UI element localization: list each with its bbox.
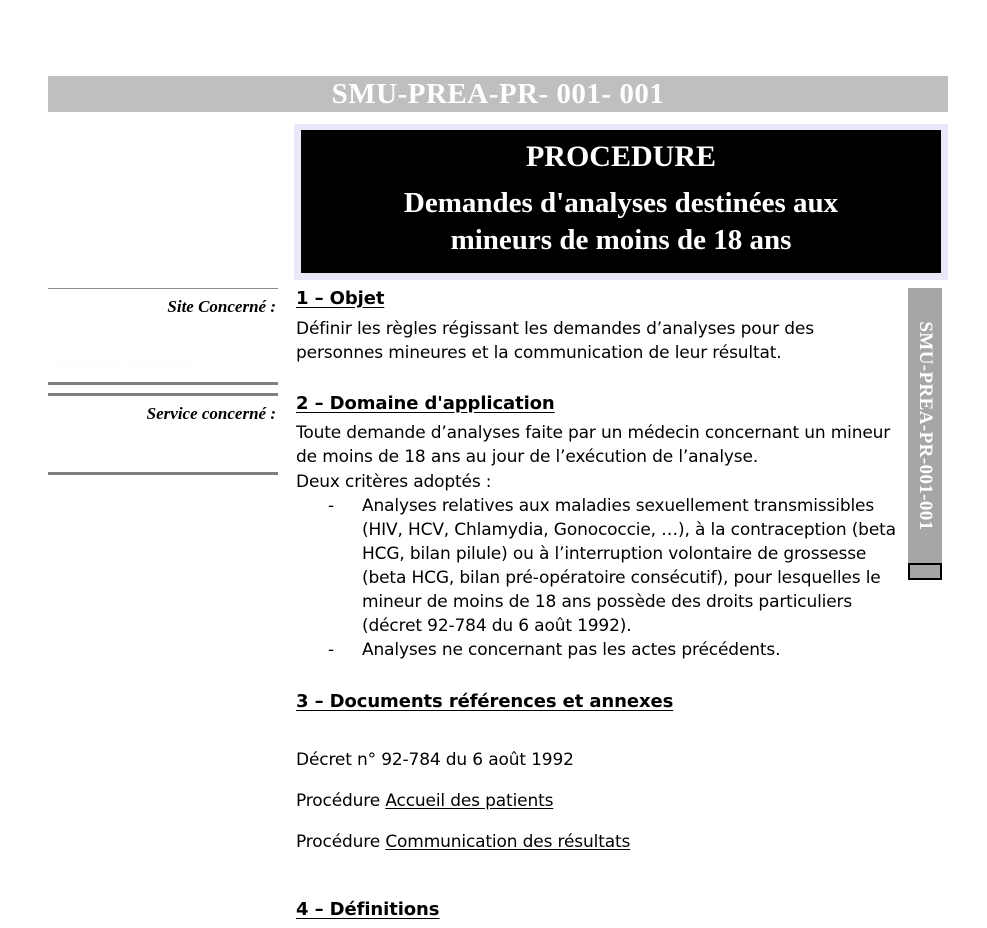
dash-marker-icon: -	[328, 640, 334, 661]
section-objet-line-1: Définir les règles régissant les demandes d’analyses pour des	[296, 318, 814, 339]
metadata-spacer-site	[48, 317, 278, 355]
procedure-prefix-label: Procédure	[296, 832, 386, 853]
metadata-divider-service-bottom	[48, 472, 278, 475]
side-reference-tab-text: SMU-PREA-PR-001-001	[915, 321, 936, 531]
section-domaine-line-1: Toute demande d’analyses faite par un médecin concernant un mineur	[296, 423, 891, 444]
service-concerned-label: Service concerné :	[146, 404, 276, 423]
section-domaine-line-2: de moins de 18 ans au jour de l’exécution de l’analyse.	[296, 447, 759, 468]
reference-decree-line: Décret n° 92-784 du 6 août 1992	[296, 750, 574, 770]
reference-procedure-line-1	[296, 789, 896, 813]
spacer-after-documents	[296, 871, 896, 899]
section-objet-heading: 1 – Objet	[296, 288, 385, 309]
spacer-before-refs	[296, 719, 896, 731]
section-domaine-line-3: Deux critères adoptés :	[296, 471, 492, 492]
document-subject-line-2: mineurs de moins de 18 ans	[450, 223, 792, 256]
spacer-after-objet	[296, 365, 896, 393]
site-concerned-label: Site Concerné :	[167, 297, 276, 316]
section-domaine	[296, 393, 896, 416]
section-objet	[296, 288, 896, 311]
title-block	[294, 124, 948, 280]
document-subject-line-1: Demandes d'analyses destinées aux	[403, 186, 839, 219]
side-reference-tab	[908, 288, 942, 564]
section-domaine-heading: 2 – Domaine d'application	[296, 392, 555, 414]
spacer-after-domaine	[296, 663, 896, 691]
dash-marker-icon: -	[328, 495, 334, 516]
criteria-item-text: Analyses ne concernant pas les actes précédents.	[362, 640, 781, 661]
section-definitions	[296, 899, 896, 922]
title-block-inner	[301, 130, 941, 273]
list-item	[296, 638, 896, 662]
xref-communication-des-resultats[interactable]: Communication des résultats	[385, 832, 631, 853]
document-reference-banner	[48, 76, 948, 112]
section-documents	[296, 691, 896, 714]
document-body	[296, 288, 896, 928]
list-item	[296, 494, 896, 639]
procedure-prefix-label: Procédure	[296, 791, 386, 812]
metadata-spacer-ghost	[48, 372, 278, 382]
metadata-column	[48, 288, 278, 475]
criteria-item-text: Analyses relatives aux maladies sexuellement transmissibles (HIV, HCV, Chlamydia, Gonococcie, …), à la contraception (beta HCG, bilan pilule) ou à l’interruption volontaire de grossesse (beta HCG, bilan pré-opératoire consécutif), pour lesquelles le mineur de moins de 18 ans possède des droits particuliers (décret 92-784 du 6 août 1992).	[362, 495, 896, 637]
side-reference-tab-box	[908, 563, 942, 580]
site-value-faint-text: Laboratoire de Biologie	[50, 355, 197, 371]
metadata-spacer-between	[48, 385, 278, 393]
section-definitions-heading: 4 – Définitions	[296, 899, 440, 921]
reference-procedure-line-2	[296, 830, 896, 854]
document-reference-text: SMU-PREA-PR- 001- 001	[331, 77, 665, 110]
section-objet-line-2: personnes mineures et la communication de leur résultat.	[296, 342, 782, 363]
section-documents-heading: 3 – Documents références et annexes	[296, 690, 674, 712]
xref-accueil-des-patients[interactable]: Accueil des patients	[385, 791, 554, 812]
criteria-list	[296, 494, 896, 663]
metadata-spacer-service	[48, 424, 278, 472]
document-kind-title: PROCEDURE	[525, 140, 716, 174]
